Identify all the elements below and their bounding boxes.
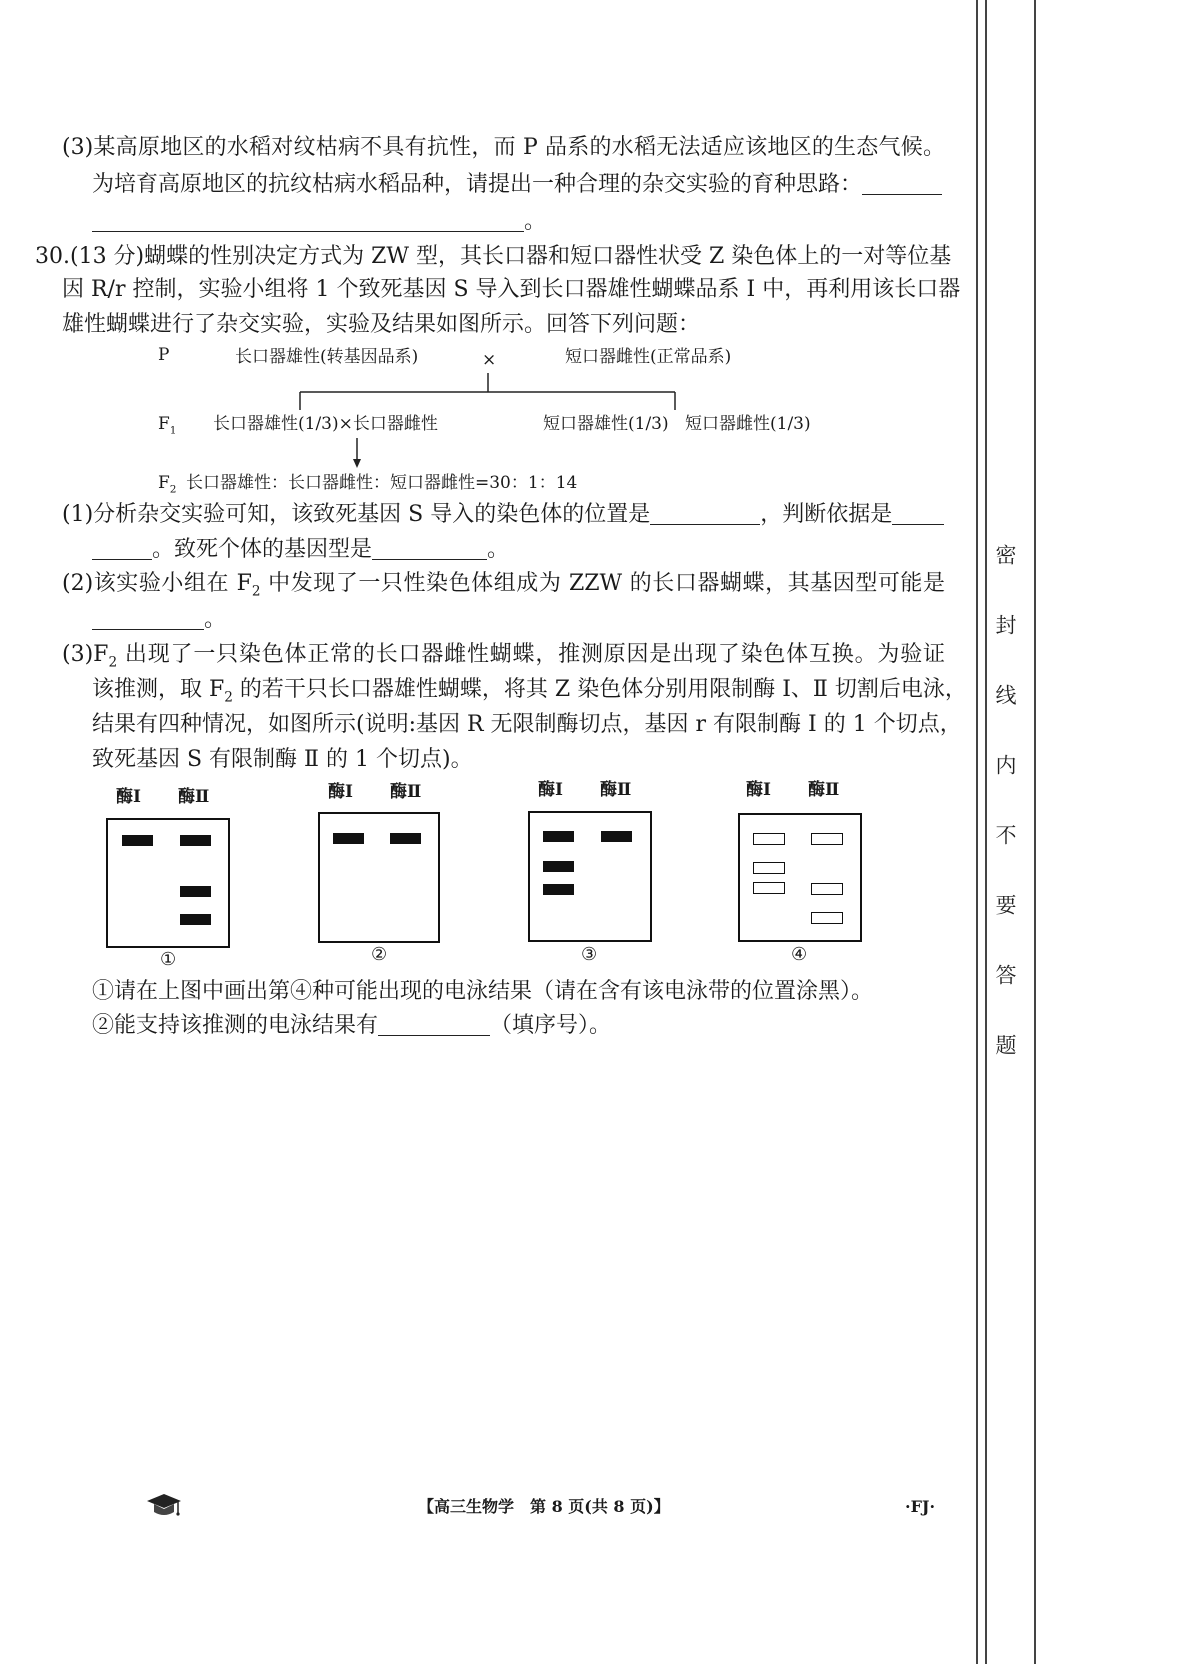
answer-blank: [892, 504, 944, 525]
footer-code: ·FJ·: [905, 1497, 936, 1516]
answer-blank: [650, 504, 760, 525]
gel-band: [390, 833, 421, 844]
gel-band: [180, 914, 211, 925]
answer-blank: [378, 1015, 490, 1036]
gel-band: [811, 912, 843, 924]
q30-p3-task2-a: ②能支持该推测的电泳结果有: [92, 1013, 379, 1038]
gel-box: [528, 811, 652, 942]
cross-f2-ratio: 长口器雄性：长口器雌性：短口器雌性=30：1：14: [186, 473, 578, 493]
q30-p1-line2-b: 。: [487, 537, 510, 562]
answer-blank: [92, 211, 524, 232]
q30-p2-line2-end: 。: [204, 607, 227, 632]
seal-line: [985, 0, 987, 1664]
q30-p1-line2-a: 。致死个体的基因型是: [152, 537, 373, 562]
gel-lane-label: 酶Ⅰ: [328, 782, 353, 802]
q30-p3-line1: $(3)F_2$ 出现了一只染色体正常的长口器雌性蝴蝶，推测原因是出现了染色体互换。为验证: [62, 642, 945, 671]
gel-band: [543, 831, 574, 842]
cross-p-female: 短口器雌性(正常品系): [565, 347, 732, 367]
cross-f1-label: $F_1$: [158, 414, 177, 437]
gel-number: ④: [791, 944, 808, 965]
q30-p3-line4: 致死基因 S 有限制酶 Ⅱ 的 1 个切点)。: [92, 747, 473, 772]
gel-box: [738, 813, 862, 942]
gel-lane-label: 酶Ⅱ: [178, 787, 210, 807]
cross-f2-label: $F_2$: [158, 473, 177, 496]
seal-line: [1034, 0, 1036, 1664]
gel-band: [811, 883, 843, 895]
q30-p1-line2: [92, 535, 509, 565]
q30-p3-task2-b: （填序号）。: [490, 1013, 612, 1038]
cross-p-male: 长口器雄性(转基因品系): [235, 347, 419, 367]
gel-band: [601, 831, 632, 842]
gel-band: [543, 861, 574, 872]
q30-p1-line1: [62, 500, 944, 530]
gel-box: [318, 812, 440, 943]
cross-f1-left: 长口器雄性(1/3)×长口器雌性: [213, 414, 438, 434]
gel-band: [753, 862, 785, 874]
gel-lane-label: 酶Ⅱ: [808, 780, 840, 800]
answer-blank: [862, 174, 942, 195]
cross-f1-right: 短口器雌性(1/3): [685, 414, 811, 434]
gel-number: ②: [371, 944, 388, 965]
q29-p3-line3-end: 。: [524, 209, 547, 234]
q30-p1-line1-a: (1)分析杂交实验可知，该致死基因 S 导入的染色体的位置是: [62, 502, 651, 527]
q30-intro-line1: 30.(13 分)蝴蝶的性别决定方式为 ZW 型，其长口器和短口器性状受 Z 染色体上的一对等位基: [35, 244, 952, 269]
answer-blank: [372, 539, 487, 560]
q29-p3-line2: [92, 170, 942, 200]
q30-intro-line3: 雄性蝴蝶进行了杂交实验，实验及结果如图所示。回答下列问题：: [62, 312, 701, 337]
q30-p2-line2: [92, 605, 226, 635]
q30-p3-task1: ①请在上图中画出第④种可能出现的电泳结果（请在含有该电泳带的位置涂黑）。: [92, 979, 874, 1004]
gel-number: ③: [581, 944, 598, 965]
seal-text: 密封线内不要答题: [993, 544, 1017, 1104]
q30-intro-line2: 因 R/r 控制，实验小组将 1 个致死基因 S 导入到长口器雄性蝴蝶品系 Ⅰ 中，再利用该长口器: [62, 277, 961, 302]
q30-p3-line2: 该推测，取 $F_2$ 的若干只长口器雄性蝴蝶，将其 Z 染色体分别用限制酶 Ⅰ、Ⅱ 切割后电泳，: [92, 677, 967, 706]
cross-p-label: P: [158, 345, 170, 365]
graduation-cap-icon: [145, 1492, 183, 1520]
gel-number: ①: [160, 949, 177, 970]
gel-box: [106, 818, 230, 948]
gel-band: [122, 835, 153, 846]
q30-p3-task2: [92, 1011, 611, 1041]
q30-p1-line1-b: ，判断依据是: [760, 502, 893, 527]
footer-page-info: 【高三生物学 第 8 页(共 8 页)】: [418, 1497, 670, 1516]
gel-band: [333, 833, 364, 844]
gel-lane-label: 酶Ⅰ: [746, 780, 771, 800]
gel-band: [180, 835, 211, 846]
gel-band: [811, 833, 843, 845]
gel-lane-label: 酶Ⅰ: [116, 787, 141, 807]
q29-p3-line1: (3)某高原地区的水稻对纹枯病不具有抗性，而 P 品系的水稻无法适应该地区的生态气候。: [62, 135, 945, 160]
q30-p3-line3: 结果有四种情况，如图所示(说明:基因 R 无限制酶切点，基因 r 有限制酶 Ⅰ 的 1 个切点，: [92, 712, 962, 737]
gel-band: [180, 886, 211, 897]
seal-line: [976, 0, 978, 1664]
answer-blank: [92, 539, 152, 560]
q29-p3-line2-text: 为培育高原地区的抗纹枯病水稻品种，请提出一种合理的杂交实验的育种思路：: [92, 172, 863, 197]
gel-band: [753, 882, 785, 894]
answer-blank: [92, 609, 204, 630]
cross-lines: [150, 340, 850, 480]
gel-lane-label: 酶Ⅰ: [538, 780, 563, 800]
gel-lane-label: 酶Ⅱ: [390, 782, 422, 802]
gel-lane-label: 酶Ⅱ: [600, 780, 632, 800]
q30-p2-line1: (2)该实验小组在 $F_2$ 中发现了一只性染色体组成为 ZZW 的长口器蝴蝶，其基因型可能是: [62, 571, 945, 600]
q29-p3-line3: [92, 207, 546, 237]
gel-band: [753, 833, 785, 845]
gel-band: [543, 884, 574, 895]
cross-f1-mid: 短口器雄性(1/3): [543, 414, 669, 434]
cross-sign: ×: [482, 350, 497, 370]
